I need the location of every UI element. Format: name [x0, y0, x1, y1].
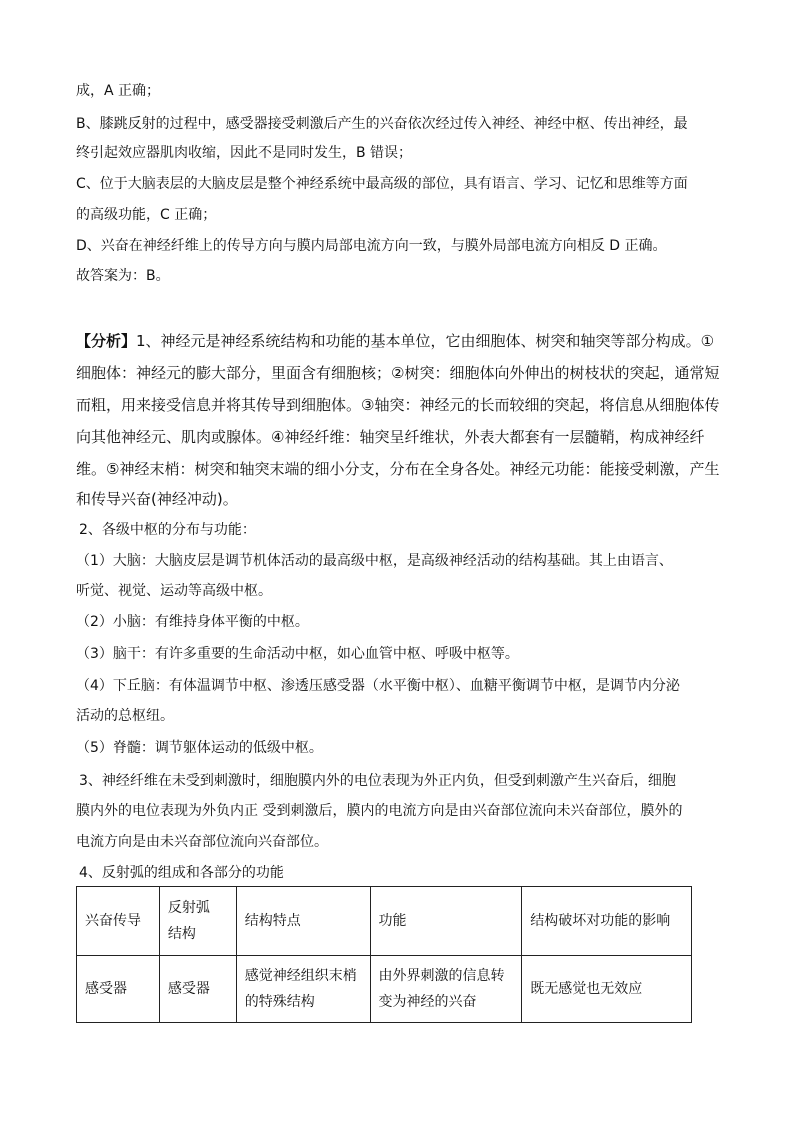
potential-line: 电流方向是由未兴奋部位流向兴奋部位。	[76, 834, 328, 850]
analysis-line: 向其他神经元、肌肉或腺体。④神经纤维：轴突呈纤维状，外表大都套有一层髓鞘，构成神经纤	[76, 428, 705, 446]
table-cell: 既无感觉也无效应	[522, 956, 692, 1023]
table-cell: 感觉神经组织末梢 的特殊结构	[236, 956, 370, 1023]
answer-line: C、位于大脑表层的大脑皮层是整个神经系统中最高级的部位，具有语言、学习、记忆和思维等方面	[76, 176, 688, 192]
table-cell: 感受器	[77, 956, 160, 1023]
analysis-label: 【分析】	[76, 332, 137, 350]
analysis-line: 而粗，用来接受信息并将其传导到细胞体。③轴突：神经元的长而较细的突起，将信息从细胞体传	[76, 396, 720, 414]
potential-line: 3、神经纤维在未受到刺激时，细胞膜内外的电位表现为外正内负，但受到刺激产生兴奋后，细胞	[79, 773, 676, 789]
centers-line: 听觉、视觉、运动等高级中枢。	[76, 583, 272, 599]
table-header-cell: 功能	[370, 887, 522, 956]
answer-line: 终引起效应器肌肉收缩，因此不是同时发生，B 错误；	[76, 145, 413, 161]
reflex-arc-table	[76, 886, 692, 1023]
answer-line: D、兴奋在神经纤维上的传导方向与膜内局部电流方向一致，与膜外局部电流方向相反 D 正确。	[76, 238, 667, 254]
potential-line: 膜内外的电位表现为外负内正 受到刺激后，膜内的电流方向是由兴奋部位流向未兴奋部位，膜外的	[76, 803, 683, 819]
table-cell: 由外界刺激的信息转 变为神经的兴奋	[370, 956, 522, 1023]
table-header-cell: 兴奋传导	[77, 887, 160, 956]
table-header-cell: 反射弧 结构	[159, 887, 236, 956]
centers-line: （5）脊髓：调节躯体运动的低级中枢。	[76, 740, 323, 756]
analysis-text: 1、神经元是神经系统结构和功能的基本单位，它由细胞体、树突和轴突等部分构成。①	[136, 332, 715, 350]
answer-line: B、膝跳反射的过程中，感受器接受刺激后产生的兴奋依次经过传入神经、神经中枢、传出神经，最	[76, 116, 688, 132]
centers-heading: 2、各级中枢的分布与功能：	[79, 522, 256, 538]
answer-line: 故答案为：B。	[76, 268, 170, 284]
table-header-cell: 结构特点	[236, 887, 370, 956]
centers-line: （1）大脑：大脑皮层是调节机体活动的最高级中枢，是高级神经活动的结构基础。其上由语言、	[76, 553, 673, 569]
analysis-line: 和传导兴奋(神经冲动)。	[76, 490, 238, 508]
table-cell: 感受器	[159, 956, 236, 1023]
centers-line: 活动的总枢纽。	[76, 708, 174, 724]
analysis-first-line	[76, 331, 726, 351]
table-row	[77, 956, 692, 1023]
analysis-line: 维。⑤神经末梢：树突和轴突末端的细小分支，分布在全身各处。神经元功能：能接受刺激，产生	[76, 460, 720, 478]
answer-line: 的高级功能，C 正确；	[76, 207, 217, 223]
reflex-arc-heading: 4、反射弧的组成和各部分的功能	[79, 865, 284, 881]
table-header-row	[77, 887, 692, 956]
centers-line: （2）小脑：有维持身体平衡的中枢。	[76, 614, 309, 630]
centers-line: （4）下丘脑：有体温调节中枢、渗透压感受器（水平衡中枢）、血糖平衡调节中枢，是调节内分泌	[76, 678, 680, 694]
answer-line: 成，A 正确；	[76, 83, 161, 99]
centers-line: （3）脑干：有许多重要的生命活动中枢，如心血管中枢、呼吸中枢等。	[76, 646, 519, 662]
analysis-line: 细胞体：神经元的膨大部分，里面含有细胞核；②树突：细胞体向外伸出的树枝状的突起，通常短	[76, 364, 720, 382]
table-header-cell: 结构破坏对功能的影响	[522, 887, 692, 956]
